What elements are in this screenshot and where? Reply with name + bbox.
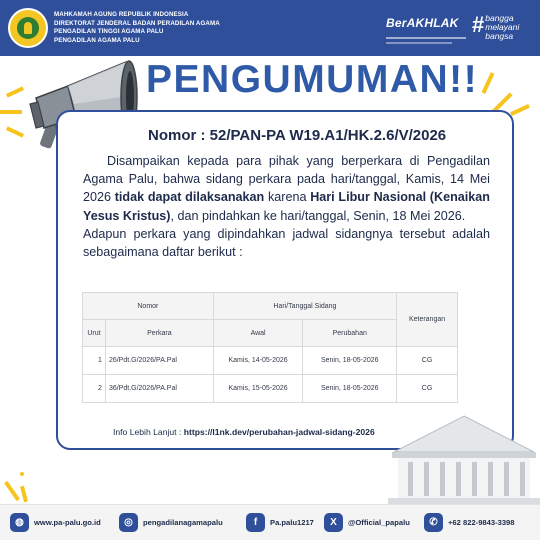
bangga-melayani-bangsa-logo (472, 14, 519, 40)
decor-dot (20, 472, 24, 476)
berakhlak-logo (386, 14, 466, 44)
decor-ray (4, 481, 20, 501)
info-label: Info Lebih Lanjut : (113, 427, 184, 437)
header-hari-tanggal: Hari/Tanggal Sidang (213, 293, 396, 320)
paragraph-1-text: karena (264, 190, 311, 205)
header-bar (0, 0, 540, 56)
whatsapp-icon: ✆ (424, 513, 443, 532)
paragraph-1 (83, 152, 490, 225)
institution-names (54, 11, 220, 45)
whatsapp-text: +62 822-9843-3398 (448, 518, 515, 527)
institution-line: PENGADILAN AGAMA PALU (54, 36, 140, 44)
cell-perkara: 36/Pdt.G/2026/PA.Pal (105, 375, 213, 403)
website-text: www.pa-palu.go.id (34, 518, 101, 527)
paragraph-1-text: , dan pindahkan ke hari/tanggal, Senin, 18 Mei 2026. (170, 208, 466, 223)
footer-website[interactable] (10, 513, 101, 532)
header-perubahan: Perubahan (303, 320, 397, 347)
footer-x[interactable] (324, 513, 410, 532)
cell-perkara: 26/Pdt.G/2026/PA.Pal (105, 347, 213, 375)
bangga-words (485, 14, 519, 40)
header-urut: Urut (83, 320, 106, 347)
paragraph-2: Adapun perkara yang dipindahkan jadwal sidangnya tersebut adalah sebagaimana daftar berikut : (83, 226, 490, 260)
cell-perubahan: Senin, 18-05-2026 (303, 375, 397, 403)
bangga-word: melayani (485, 21, 520, 32)
table-row (83, 347, 458, 375)
x-icon: X (324, 513, 343, 532)
bangga-word: bangsa (485, 30, 514, 41)
court-building-icon (388, 412, 540, 504)
announcement-body (83, 152, 490, 261)
mahkamah-agung-logo-icon (8, 8, 48, 48)
header-keterangan: Keterangan (397, 293, 458, 347)
berakhlak-tagline-bar (386, 42, 452, 44)
info-link[interactable]: https://l1nk.dev/perubahan-jadwal-sidang-2026 (183, 427, 375, 437)
cell-urut: 2 (83, 375, 106, 403)
cell-awal: Kamis, 15-05-2026 (213, 375, 303, 403)
info-line (113, 427, 375, 437)
facebook-text: Pa.palu1217 (270, 518, 314, 527)
berakhlak-tagline-bar (386, 37, 466, 39)
table-row (83, 375, 458, 403)
institution-line: MAHKAMAH AGUNG REPUBLIK INDONESIA (54, 11, 189, 18)
header-awal: Awal (213, 320, 303, 347)
hashtag-icon: # (472, 12, 485, 37)
footer-whatsapp[interactable] (424, 513, 515, 532)
page-title: PENGUMUMAN!! (146, 58, 479, 101)
globe-icon: ◍ (10, 513, 29, 532)
header-perkara: Perkara (105, 320, 213, 347)
instagram-icon: ◎ (119, 513, 138, 532)
institution-line: DIREKTORAT JENDERAL BADAN PERADILAN AGAMA (54, 19, 220, 27)
announcement-number: Nomor : 52/PAN-PA W19.A1/HK.2.6/V/2026 (148, 127, 447, 144)
berakhlak-text: BerAKHLAK (386, 16, 459, 30)
decor-ray (510, 104, 530, 116)
instagram-text: pengadilanagamapalu (143, 518, 223, 527)
footer-facebook[interactable] (246, 513, 314, 532)
cell-awal: Kamis, 14-05-2026 (213, 347, 303, 375)
facebook-icon: f (246, 513, 265, 532)
paragraph-1-emphasis: tidak dapat dilaksanakan (114, 190, 265, 205)
decor-ray (482, 72, 495, 94)
cell-urut: 1 (83, 347, 106, 375)
institution-line: PENGADILAN TINGGI AGAMA PALU (54, 28, 164, 36)
decor-ray (20, 486, 28, 502)
paragraph-1-text: Disampaikan kepada para pihak yang berperkara di Pengadilan Agama Palu, bahwa sidang perkara pada hari/tanggal, Kamis, 14 Mei 2026 (83, 154, 490, 205)
cell-keterangan: CG (397, 347, 458, 375)
cell-perubahan: Senin, 18-05-2026 (303, 347, 397, 375)
schedule-table (82, 292, 458, 403)
footer-instagram[interactable] (119, 513, 223, 532)
cell-keterangan: CG (397, 375, 458, 403)
footer-bar (0, 504, 540, 540)
header-nomor: Nomor (83, 293, 214, 320)
x-text: @Official_papalu (348, 518, 410, 527)
bangga-word: bangga (485, 13, 514, 23)
holiday-name: Hari Libur Nasional (Kenaikan Yesus Kristus) (83, 190, 490, 223)
